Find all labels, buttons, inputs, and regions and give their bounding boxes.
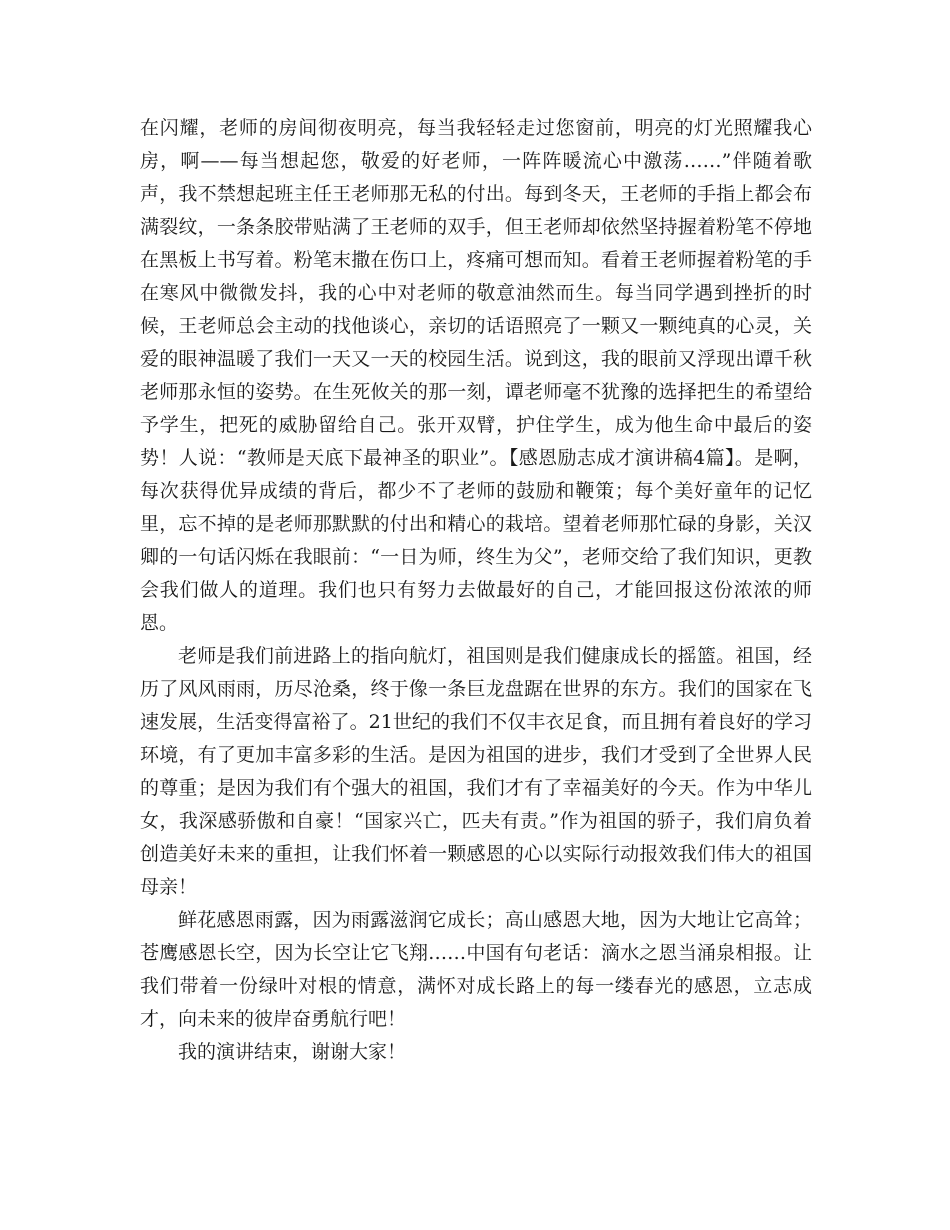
- paragraph-gratitude-aspiration: 鲜花感恩雨露，因为雨露滋润它成长；高山感恩大地，因为大地让它高耸；苍鹰感恩长空，因为长空让它飞翔……中国有句老话：滴水之恩当涌泉相报。让我们带着一份绿叶对根的情意，满怀对成长路上的每一缕春光的感恩，立志成才，向未来的彼岸奋勇航行吧！: [140, 909, 812, 1030]
- paragraph-closing: 我的演讲结束，谢谢大家！: [178, 1041, 407, 1063]
- document-body: [140, 112, 812, 1069]
- paragraph-teacher-gratitude: 在闪耀，老师的房间彻夜明亮，每当我轻轻走过您窗前，明亮的灯光照耀我心房，啊——每当想起您，敬爱的好老师，一阵阵暖流心中激荡……”伴随着歌声，我不禁想起班主任王老师那无私的付出。每到冬天，王老师的手指上都会布满裂纹，一条条胶带贴满了王老师的双手，但王老师却依然坚持握着粉笔不停地在黑板上书写着。粉笔末撒在伤口上，疼痛可想而知。看着王老师握着粉笔的手在寒风中微微发抖，我的心中对老师的敬意油然而生。每当同学遇到挫折的时候，王老师总会主动的找他谈心，亲切的话语照亮了一颗又一颗纯真的心灵，关爱的眼神温暖了我们一天又一天的校园生活。说到这，我的眼前又浮现出谭千秋老师那永恒的姿势。在生死攸关的那一刻，谭老师毫不犹豫的选择把生的希望给予学生，把死的威胁留给自己。张开双臂，护住学生，成为他生命中最后的姿势！人说：“教师是天底下最神圣的职业”。【感恩励志成才演讲稿4篇】。是啊，每次获得优异成绩的背后，都少不了老师的鼓励和鞭策；每个美好童年的记忆里，忘不掉的是老师那默默的付出和精心的栽培。望着老师那忙碌的身影，关汉卿的一句话闪烁在我眼前：“一日为师，终生为父”，老师交给了我们知识，更教会我们做人的道理。我们也只有努力去做最好的自己，才能回报这份浓浓的师恩。: [140, 117, 812, 634]
- paragraph-motherland: 老师是我们前进路上的指向航灯，祖国则是我们健康成长的摇篮。祖国，经历了风风雨雨，历尽沧桑，终于像一条巨龙盘踞在世界的东方。我们的国家在飞速发展，生活变得富裕了。21世纪的我们不仅丰衣足食，而且拥有着良好的学习环境，有了更加丰富多彩的生活。是因为祖国的进步，我们才受到了全世界人民的尊重；是因为我们有个强大的祖国，我们才有了幸福美好的今天。作为中华儿女，我深感骄傲和自豪！“国家兴亡，匹夫有责。”作为祖国的骄子，我们肩负着创造美好未来的重担，让我们怀着一颗感恩的心以实际行动报效我们伟大的祖国母亲！: [140, 645, 812, 898]
